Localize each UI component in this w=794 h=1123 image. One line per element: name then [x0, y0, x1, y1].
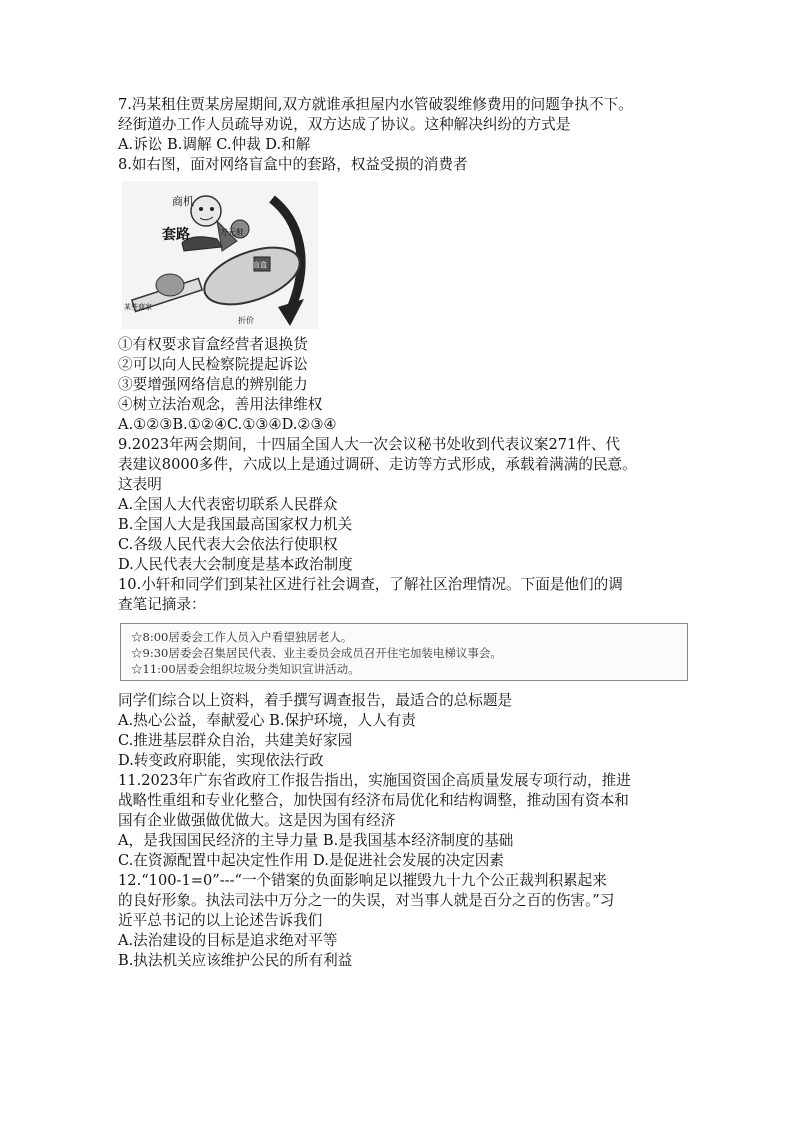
question-8-item-2: ②可以向人民检察院提起诉讼 [118, 356, 308, 373]
question-12-option-a: A.法治建设的目标是追求绝对平等 [118, 932, 338, 949]
question-9-option-a: A.全国人大代表密切联系人民群众 [118, 496, 338, 513]
question-9 [118, 435, 698, 575]
cartoon-illustration [122, 181, 318, 329]
question-12-stem-line-2: 的良好形象。执法司法中万分之一的失误，对当事人就是百分之百的伤害。”习 [118, 892, 615, 909]
exam-page [118, 95, 698, 971]
question-8-item-4: ④树立法治观念，善用法律维权 [118, 396, 323, 413]
question-12-stem-line-3: 近平总书记的以上论述告诉我们 [118, 912, 323, 929]
question-11-stem-line-1: 11.2023年广东省政府工作报告指出，实施国资国企高质量发展专项行动，推进 [118, 772, 631, 789]
cartoon-label-bottom: 折价 [238, 316, 254, 325]
cartoon-label-manghe: 盲盒 [253, 261, 267, 269]
question-8-item-3: ③要增强网络信息的辨别能力 [118, 376, 308, 393]
question-11-stem-line-3: 国有企业做强做优做大。这是因为国有经济 [118, 812, 396, 829]
question-9-stem-line-3: 这表明 [118, 476, 162, 493]
question-9-stem-line-1: 9.2023年两会期间，十四届全国人大一次会议秘书处收到代表议案271件、代 [118, 436, 621, 453]
question-8-options: A.①②③B.①②④C.①③④D.②③④ [118, 416, 337, 433]
cartoon-label-merchants: 某些商家 [124, 303, 152, 311]
question-11-stem-line-2: 战略性重组和专业化整合，加快国有经济布局优化和结构调整，推动国有资本和 [118, 792, 629, 809]
question-10-stem-line-1: 10.小轩和同学们到某社区进行社会调查，了解社区治理情况。下面是他们的调 [118, 576, 623, 593]
question-9-stem-line-2: 表建议8000多件，六成以上是通过调研、走访等方式形成，承载着满满的民意。 [118, 456, 637, 473]
question-8-stem: 8.如右图，面对网络盲盒中的套路，权益受损的消费者 [118, 156, 468, 173]
question-9-option-d: D.人民代表大会制度是基本政治制度 [118, 556, 353, 573]
cartoon-label-wanyuan: 万元鞋 [220, 228, 244, 237]
survey-note-2: ☆9:30居委会召集居民代表、业主委员会成员召开住宅加装电梯议事会。 [131, 646, 502, 660]
question-11-options-ab: A，是我国国民经济的主导力量 B.是我国基本经济制度的基础 [118, 832, 514, 849]
question-7-stem-line-2: 经街道办工作人员疏导劝说，双方达成了协议。这种解决纠纷的方式是 [118, 116, 571, 133]
question-7-options: A.诉讼 B.调解 C.仲裁 D.和解 [118, 136, 311, 153]
question-9-option-c: C.各级人民代表大会依法行使职权 [118, 536, 338, 553]
question-7 [118, 95, 698, 155]
question-10-options-ab: A.热心公益，奉献爱心 B.保护环境，人人有责 [118, 712, 416, 729]
question-11 [118, 771, 698, 871]
question-10 [118, 575, 698, 771]
question-12-stem-line-1: 12.“100-1=0”---“一个错案的负面影响足以摧毁九十九个公正裁判积累起来 [118, 872, 607, 889]
question-9-option-b: B.全国人大是我国最高国家权力机关 [118, 516, 353, 533]
blind-box-cartoon [122, 181, 318, 329]
question-8-item-1: ①有权要求盲盒经营者退换货 [118, 336, 308, 353]
question-10-option-c: C.推进基层群众自治，共建美好家园 [118, 732, 353, 749]
question-8 [118, 155, 698, 435]
cartoon-label-taolu: 套路 [162, 227, 190, 243]
survey-note-3: ☆11:00居委会组织垃圾分类知识宣讲活动。 [131, 662, 360, 676]
survey-notes-box [120, 623, 688, 681]
question-10-option-d: D.转变政府职能，实现依法行政 [118, 752, 324, 769]
question-12-option-b: B.执法机关应该维护公民的所有利益 [118, 952, 353, 969]
survey-note-1: ☆8:00居委会工作人员入户看望独居老人。 [131, 630, 353, 644]
cartoon-label-shangji: 商机 [172, 195, 194, 208]
question-11-options-cd: C.在资源配置中起决定性作用 D.是促进社会发展的决定因素 [118, 852, 504, 869]
question-10-prompt: 同学们综合以上资料，着手撰写调查报告，最适合的总标题是 [118, 692, 513, 709]
question-7-stem-line-1: 7.冯某租住贾某房屋期间,双方就谁承担屋内水管破裂维修费用的问题争执不下。 [118, 96, 633, 113]
question-12 [118, 871, 698, 971]
question-10-stem-line-2: 查笔记摘录： [118, 596, 206, 613]
